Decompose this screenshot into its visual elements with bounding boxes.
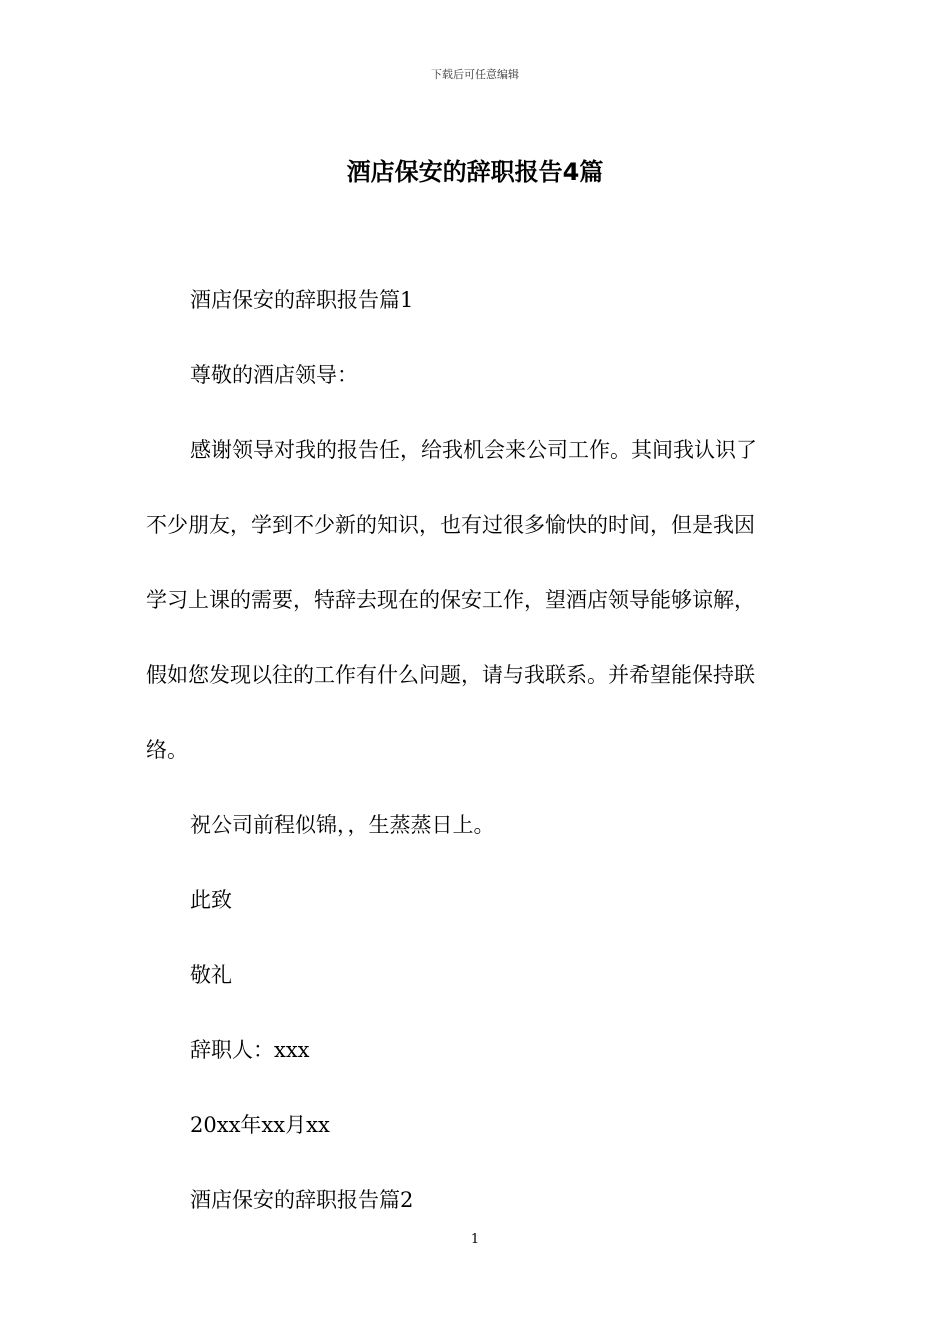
- salutation: 尊敬的酒店领导：: [190, 363, 358, 387]
- body-paragraph-line-1: 感谢领导对我的报告任，给我机会来公司工作。其间我认识了: [190, 438, 757, 462]
- closing-wish: 祝公司前程似锦，，生蒸蒸日上。: [190, 813, 495, 837]
- closing-cizhi: 此致: [190, 888, 232, 912]
- date-line: 20xx年xx月xx: [190, 1113, 330, 1137]
- signature-line: 辞职人：xxx: [190, 1038, 310, 1062]
- section-heading-1: 酒店保安的辞职报告篇1: [190, 288, 414, 312]
- body-paragraph-line-5: 络。: [146, 738, 188, 762]
- body-paragraph-line-3: 学习上课的需要，特辞去现在的保安工作，望酒店领导能够谅解，: [146, 588, 755, 612]
- section-heading-2: 酒店保安的辞职报告篇2: [190, 1188, 414, 1212]
- page-number: 1: [470, 1232, 480, 1247]
- body-paragraph-line-4: 假如您发现以往的工作有什么问题，请与我联系。并希望能保持联: [146, 663, 755, 687]
- body-paragraph-line-2: 不少朋友，学到不少新的知识，也有过很多愉快的时间，但是我因: [146, 513, 755, 537]
- header-note: 下载后可任意编辑: [431, 68, 519, 81]
- closing-jingli: 敬礼: [190, 963, 232, 987]
- document-title: 酒店保安的辞职报告4篇: [346, 158, 604, 186]
